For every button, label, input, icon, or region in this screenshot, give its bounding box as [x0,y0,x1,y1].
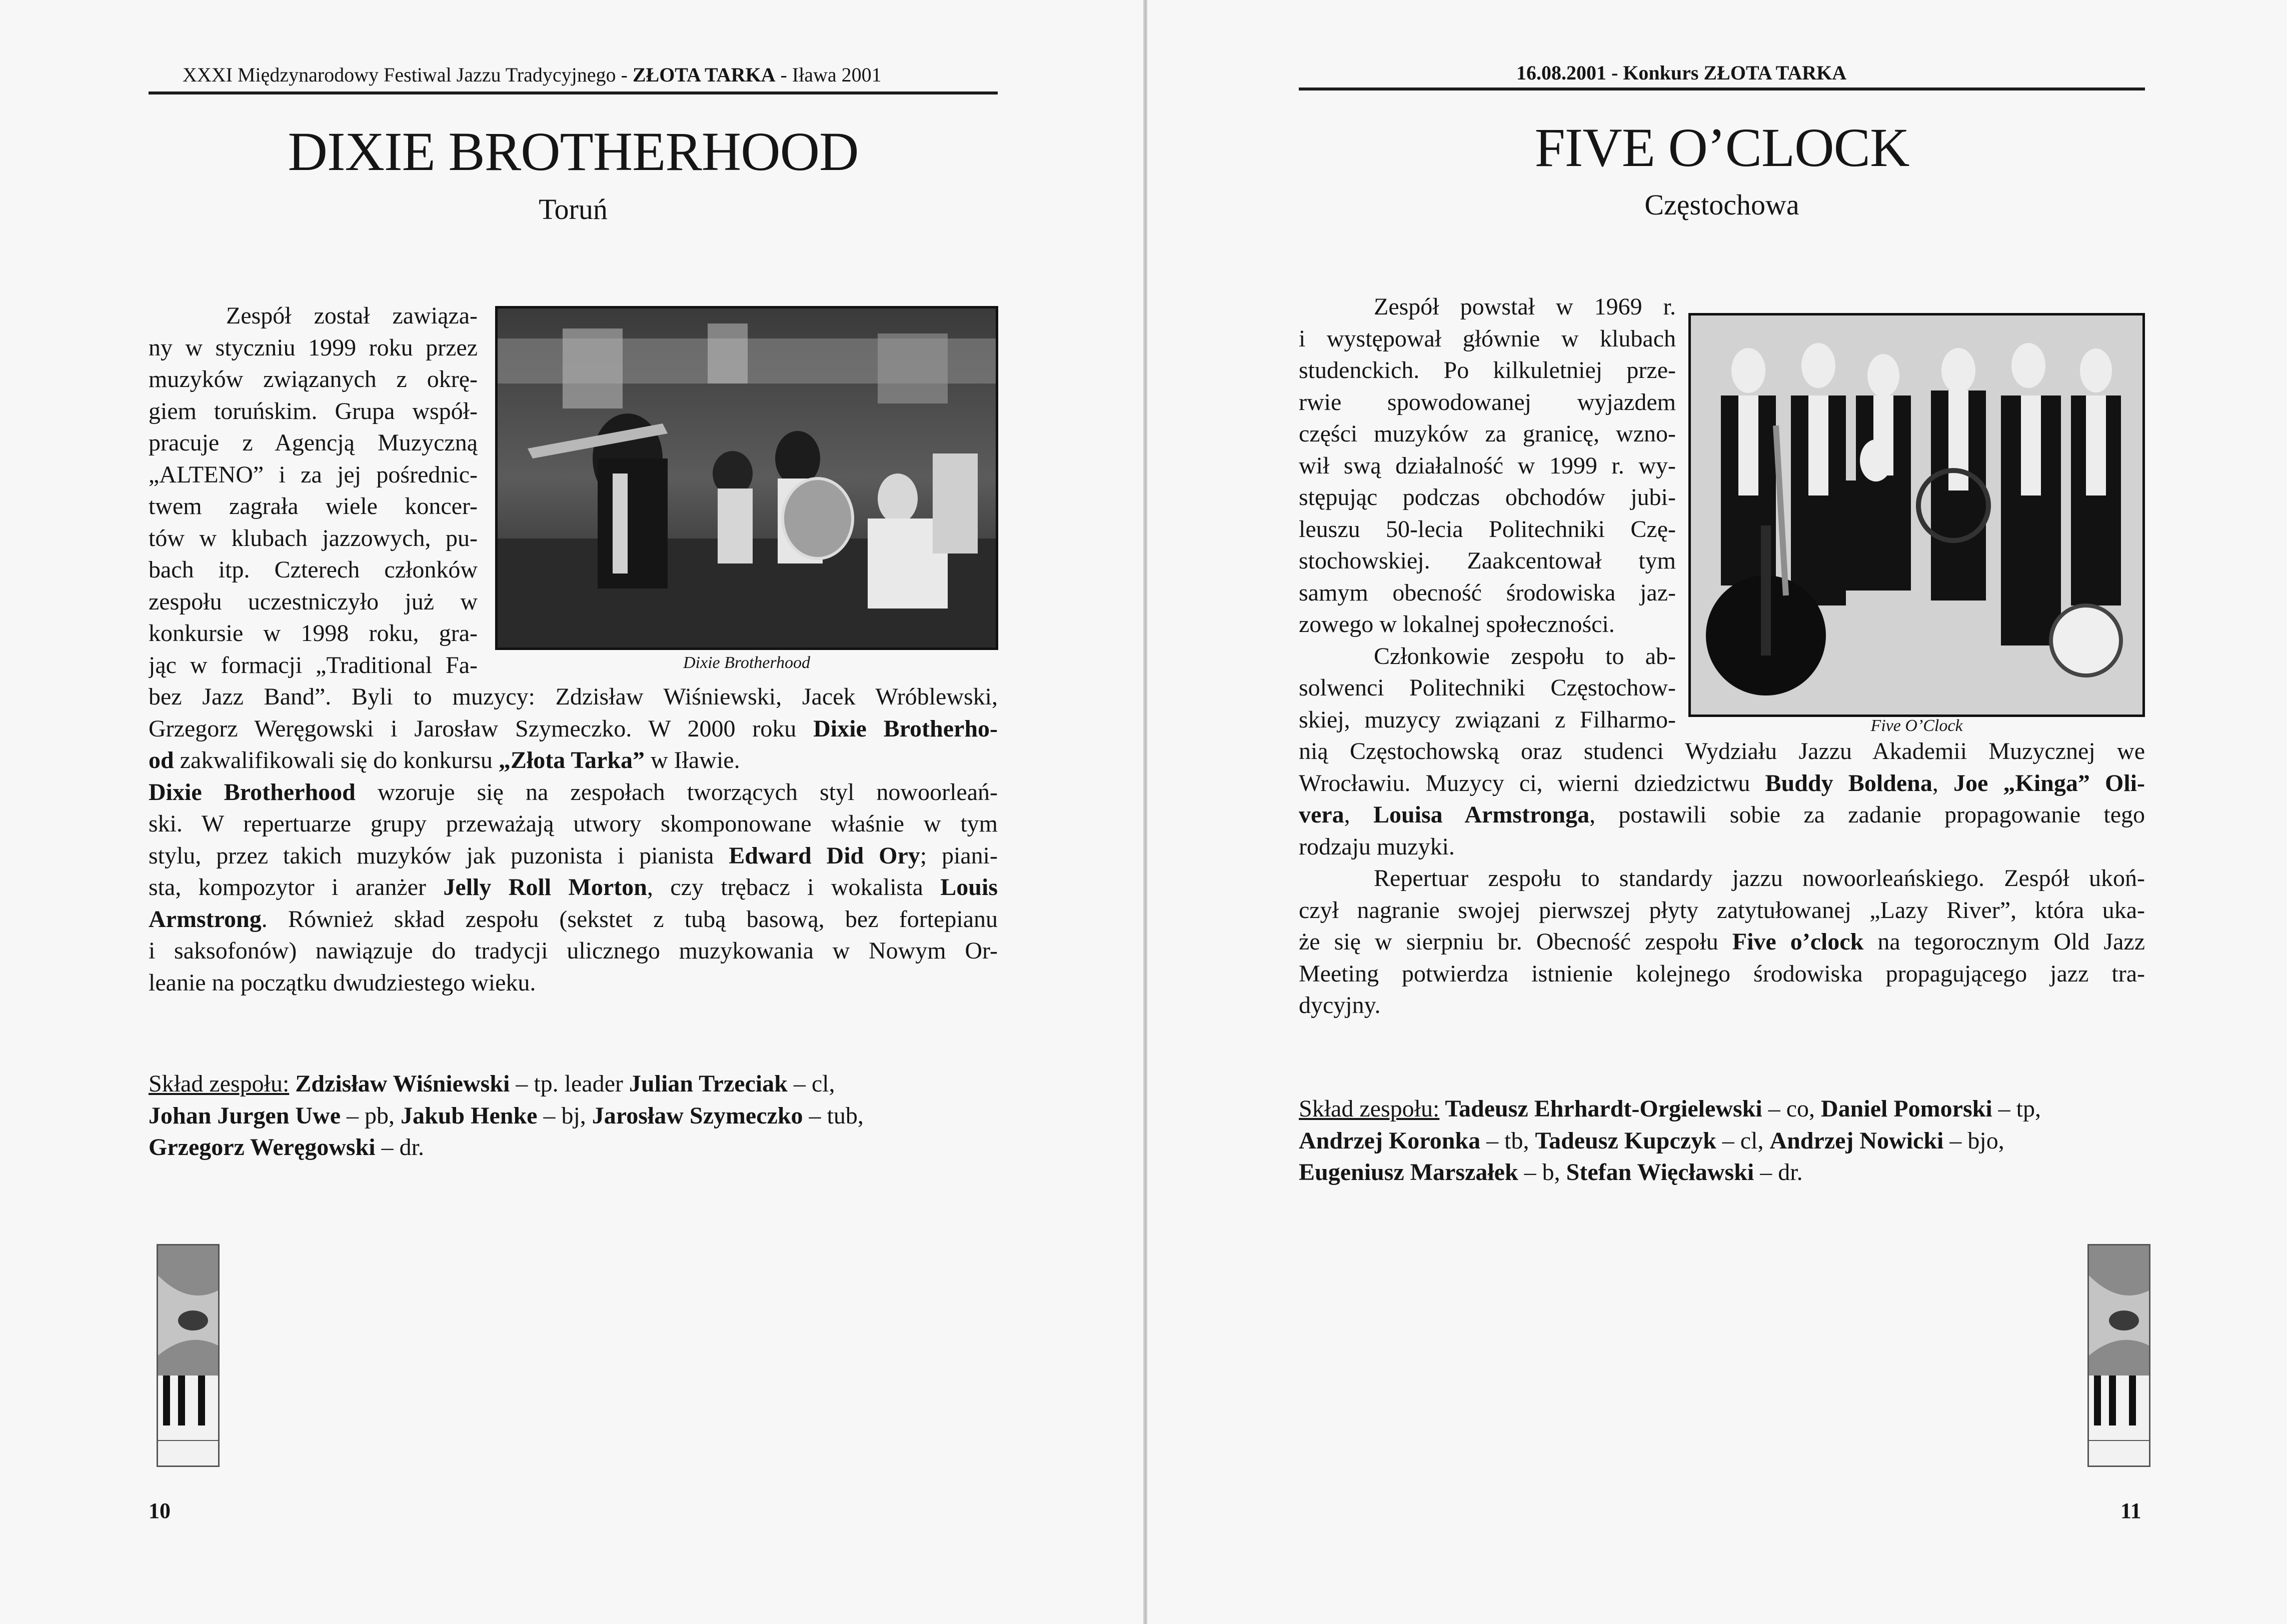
concert-photo-graphic [498,308,996,648]
musician-name: Andrzej Koronka [1299,1127,1481,1154]
body-line: Meeting potwierdza istnienie kolejnego środowiska propagującego jazz tra- [1299,960,2145,987]
lineup-line [149,1068,998,1100]
body-line [1299,799,2145,831]
instrument: – cl, [787,1070,835,1097]
text-run: sta, kompozytor i aranżer [149,874,444,900]
body-line [1299,926,2145,958]
band-title: FIVE O’CLOCK [1534,117,1909,178]
musician-name: Edward Did Ory [729,842,920,869]
lineup-block [1299,1093,2145,1188]
body-line: bez Jazz Band”. Byli to muzycy: Zdzisław Wiśniewski, Jacek Wróblewski, [149,684,998,710]
musician-name: Tadeusz Kupczyk [1535,1127,1716,1154]
text-run: zakwalifikowali się do konkursu [174,747,499,774]
musician-name: Louisa Armstronga [1373,802,1590,828]
musician-name: Louis [940,874,998,900]
body-line: Zespół powstał w 1969 r. [1374,294,1676,320]
band-title: DIXIE BROTHERHOOD [288,121,859,182]
musician-name: Julian Trzeciak [629,1070,788,1097]
musician-name: Eugeniusz Marszałek [1299,1159,1518,1186]
text-run: ; piani- [920,842,998,869]
lineup-label: Skład zespołu: [149,1070,290,1097]
band-portrait-graphic [1691,316,2142,714]
instrument: – dr. [1754,1159,1803,1186]
text-run: , [1344,802,1373,828]
musician-name: Jelly Roll Morton [443,874,647,900]
body-line: stępując podczas obchodów jubi- [1299,484,1676,510]
body-line [149,776,998,808]
piano-keys-ornament-icon [157,1244,220,1467]
page-number: 11 [2120,1498,2141,1523]
running-head-emph: ZŁOTA TARKA [632,64,776,86]
body-line: bach itp. Czterech członków [149,556,478,583]
body-line: wił swą działalność w 1999 r. wy- [1299,452,1676,479]
body-line: jąc w formacji „Traditional Fa- [149,652,478,678]
lineup-line [149,1100,998,1132]
text-run: Wrocławiu. Muzycy ci, wierni dziedzictwu [1299,770,1765,796]
text-run: że się w sierpniu br. Obecność zespołu [1299,928,1732,955]
lineup-label: Skład zespołu: [1299,1096,1440,1122]
body-line: ski. W repertuarze grupy przeważają utwory skomponowane właśnie w tym [149,810,998,837]
page-number: 10 [149,1498,171,1523]
intro-column [1299,291,1676,736]
musician-name: vera [1299,802,1344,828]
body-text [149,681,998,998]
instrument: – cl, [1716,1127,1770,1154]
header-rule [1299,88,2145,90]
musician-name: Buddy Boldena [1765,770,1932,796]
band-city: Częstochowa [1644,188,1799,221]
text-run: . Również skład zespołu (sekstet z tubą basową, bez fortepianu [261,906,998,932]
body-line [149,904,998,936]
instrument: – tub, [803,1102,864,1129]
musician-name: Joe „Kinga” Oli- [1953,770,2145,796]
body-line [149,713,998,745]
body-line: studenckich. Po kilkuletniej prze- [1299,357,1676,384]
running-head-mid: - Konkurs [1606,62,1704,84]
right-page [1147,0,2287,1624]
text-run: , postawili sobie za zadanie propagowanie tego [1589,802,2145,828]
body-line: rwie spowodowanej wyjazdem [1299,388,1676,416]
band-photo [1688,313,2145,717]
ornament-graphic [158,1246,218,1466]
lineup-line [1299,1125,2145,1157]
body-line: nią Częstochowską oraz studenci Wydziału Jazzu Akademii Muzycznej we [1299,738,2145,764]
body-line: zespołu uczestniczyło już w [149,588,478,615]
body-line: rodzaju muzyki. [1299,833,1455,860]
running-head-prefix: XXXI Międzynarodowy Festiwal Jazzu Tradycyjnego - [183,64,633,86]
band-name-inline: Dixie Brotherho- [813,715,998,742]
body-text [1299,736,2145,1022]
instrument: – bjo, [1943,1127,2004,1154]
running-head-suffix: - Iława 2001 [775,64,882,86]
body-line: i saksofonów) nawiązuje do tradycji ulicznego muzykowania w Nowym Or- [149,938,998,964]
band-city: Toruń [539,193,608,226]
musician-name: Andrzej Nowicki [1769,1127,1944,1154]
running-head-emph: ZŁOTA TARKA [1703,62,1847,84]
band-photo [495,306,998,650]
lineup-line [1299,1156,2145,1188]
lineup-block [149,1068,998,1164]
text-run: na tegorocznym Old Jazz [1863,928,2145,955]
body-line [149,872,998,904]
running-head-left [183,63,882,86]
musician-name: Tadeusz Ehrhardt-Orgielewski [1439,1096,1762,1122]
band-name-inline: od [149,747,174,774]
musician-name: Stefan Więcławski [1566,1159,1754,1186]
body-line: muzyków związanych z okrę- [149,366,478,392]
intro-column [149,300,478,681]
body-line: Repertuar zespołu to standardy jazzu nowoorleańskiego. Zespół ukoń- [1374,865,2145,892]
body-line [1299,768,2145,800]
text-run: Grzegorz Weręgowski i Jarosław Szymeczko. W 2000 roku [149,715,814,742]
text-run: wzoruje się na zespołach tworzących styl nowoorleań- [355,778,998,806]
body-line: Członkowie zespołu to ab- [1374,642,1676,670]
body-line: leanie na początku dwudziestego wieku. [149,969,536,996]
header-rule [149,92,998,94]
musician-name: Daniel Pomorski [1821,1096,1992,1122]
instrument: – tp. leader [510,1070,629,1097]
musician-name: Grzegorz Weręgowski [149,1134,376,1160]
text-run: , czy trębacz i wokalista [647,874,941,900]
body-line: tów w klubach jazzowych, pu- [149,524,478,552]
text-run: stylu, przez takich muzyków jak puzonista i pianista [149,842,729,869]
body-line: Zespół został zawiąza- [226,302,478,329]
lineup-line [1299,1093,2145,1125]
left-page [0,0,1143,1624]
lineup-line [149,1132,998,1164]
body-line: „ALTENO” i za jej pośrednic- [149,461,478,488]
piano-keys-ornament-icon [2087,1244,2150,1467]
body-line: i występował głównie w klubach [1299,325,1676,352]
photo-caption: Dixie Brotherhood [683,654,811,672]
text-run: w Iławie. [644,747,740,774]
body-line: ny w styczniu 1999 roku przez [149,334,478,361]
body-line: solwenci Politechniki Częstochow- [1299,674,1676,701]
body-line [149,744,998,776]
festival-name-inline: „Złota Tarka” [498,747,645,774]
body-line: zowego w lokalnej społeczności. [1299,611,1615,638]
body-line: pracuje z Agencją Muzyczną [149,430,478,456]
body-line: konkursie w 1998 roku, gra- [149,620,478,646]
instrument: – tb, [1480,1127,1535,1154]
instrument: – tp, [1992,1096,2041,1122]
musician-name: Zdzisław Wiśniewski [289,1070,510,1097]
instrument: – b, [1518,1159,1566,1186]
musician-name: Armstrong [149,906,262,932]
instrument: – pb, [341,1102,401,1129]
text-run: , [1932,770,1954,796]
body-line: samym obecność środowiska jaz- [1299,579,1676,606]
body-line [149,840,998,872]
running-head-right [1516,61,1846,84]
body-line: stochowskiej. Zaakcentował tym [1299,548,1676,574]
instrument: – co, [1762,1096,1821,1122]
body-line: dycyjny. [1299,992,1381,1018]
musician-name: Johan Jurgen Uwe [149,1102,341,1129]
body-line: twem zagrała wiele koncer- [149,493,478,520]
band-name-inline: Dixie Brotherhood [149,778,356,806]
band-name-inline: Five o’clock [1732,928,1864,955]
instrument: – dr. [375,1134,424,1160]
musician-name: Jakub Henke [401,1102,538,1129]
body-line: leuszu 50-lecia Politechniki Czę- [1299,516,1676,542]
body-line: czył nagranie swojej pierwszej płyty zatytułowanej „Lazy River”, która uka- [1299,896,2145,924]
body-line: giem toruńskim. Grupa współ- [149,398,478,424]
running-head-date: 16.08.2001 [1516,62,1606,84]
body-line: części muzyków za granicę, wzno- [1299,420,1676,447]
body-line: skiej, muzycy związani z Filharmo- [1299,706,1676,733]
photo-caption: Five O’Clock [1870,716,1963,735]
ornament-graphic [2089,1246,2149,1466]
instrument: – bj, [537,1102,592,1129]
musician-name: Jarosław Szymeczko [592,1102,803,1129]
